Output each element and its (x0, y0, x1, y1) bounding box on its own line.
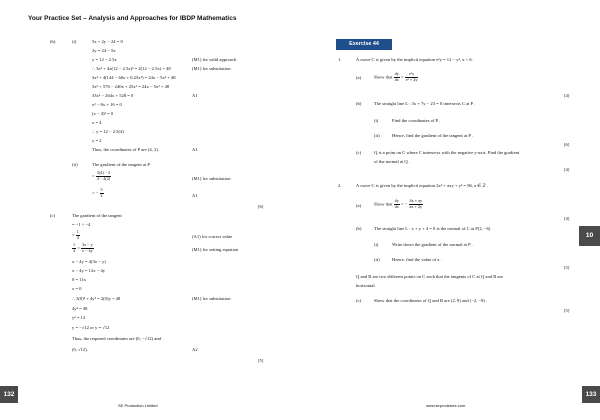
exercise-badge: Exercise 44 (336, 39, 392, 50)
mark-note: (M1) for setting equation (192, 247, 239, 252)
equals-sign: = (92, 173, 95, 179)
mark-note: A1 (192, 193, 198, 198)
subpart-label: (c) (356, 150, 362, 155)
mark-note: (A1) for correct value (192, 234, 233, 239)
fraction (96, 171, 112, 182)
fraction-numerator: dy (394, 198, 399, 203)
solution-fraction-line (72, 243, 94, 254)
mark-note: A2 (192, 347, 198, 352)
fraction-numerator: dy (394, 71, 399, 76)
solution-line: Thus, the coordinates of P are (4, 2). (92, 147, 159, 152)
page-header-title: Your Practice Set – Analysis and Approaches for IBDP Mathematics (28, 15, 237, 22)
equals-minus: = − (401, 201, 408, 207)
fraction-denominator: 2 (100, 192, 103, 198)
solution-line: y = 2 (92, 138, 102, 143)
fraction (409, 199, 424, 210)
solution-line: 33x² − 264x + 528 = 0 (92, 93, 134, 98)
part-b-label: (b) (50, 39, 56, 44)
subpart-label: (i) (374, 118, 379, 123)
fraction (405, 72, 419, 83)
solution-fraction-line (92, 188, 104, 199)
question-text: Write down the gradient of the normal at P . (392, 242, 473, 247)
total-marks: [4] (564, 216, 570, 221)
solution-line: y² = 12 (72, 315, 86, 320)
solution-line: = −1 ÷ −4 (72, 222, 91, 227)
solution-line: 5x + 2y − 24 = 0 (92, 39, 123, 44)
total-marks: [5] (564, 308, 570, 313)
part-b-i-label: (i) (72, 39, 77, 44)
part-b-ii-label: (ii) (72, 162, 78, 167)
show-that-text: Show that (374, 74, 393, 80)
fraction-denominator: 4 (73, 247, 76, 253)
fraction-numerator: 1 (76, 229, 79, 234)
derivative-fraction (394, 199, 400, 210)
question-text: Hence, find the gradient of the tangent at P . (392, 133, 474, 138)
fraction-numerator: 1 (73, 242, 76, 247)
equals-minus: = − (92, 190, 99, 196)
solution-line: ∴ 3x² + 4x(12 − 2.5x)² = 2(12 − 2.5x) + 48 (92, 66, 171, 71)
fraction-numerator: 3x − y (82, 242, 93, 247)
mark-note: A1 (192, 93, 198, 98)
question-text: Show that the coordinates of Q and R are (2, 8) and (−2, −8) . (374, 298, 488, 303)
fraction-denominator: dx (394, 203, 399, 209)
solution-line: ∴ y = 12 − 2.5(4) (92, 129, 124, 134)
question-text: Q and R are two different points on C such that the tangents of C at Q and R are (356, 274, 504, 279)
chapter-tab: 10 (579, 226, 600, 246)
solution-line: x = 4 (92, 120, 102, 125)
solution-line: 0 = 11x (72, 277, 86, 282)
mark-note: (M1) for substitution (192, 66, 231, 71)
show-that-line (374, 72, 418, 83)
part-c-label: (c) (50, 213, 56, 218)
solution-line: 4y² = 48 (72, 306, 88, 311)
solution-line: x − 4y = 12x − 4y (72, 268, 106, 273)
question-number: 1. (338, 57, 342, 62)
fraction-denominator: x − 4y (82, 247, 93, 253)
fraction-numerator: 3(4) − 2 (96, 170, 111, 175)
fraction (100, 188, 104, 199)
solution-line: (0, √12). (72, 347, 88, 352)
subpart-label: (i) (374, 242, 379, 247)
publisher-website: www.seprodstore.com (426, 403, 466, 408)
subpart-label: (ii) (374, 257, 380, 262)
question-text: horizontal. (356, 283, 376, 288)
solution-line: ∴ 3(0)² + 4y² = 2(0)y + 48 (72, 296, 121, 301)
mark-note: (M1) for substitution (192, 296, 231, 301)
solution-line: x² − 8x + 16 = 0 (92, 102, 122, 107)
total-marks: [5] (564, 265, 570, 270)
solution-line: The gradient of the tangent (72, 213, 122, 218)
solution-line: Thus, the required coordinates are (0, −√12) and (72, 336, 161, 341)
fraction-denominator: ax + 2y (409, 203, 423, 209)
subpart-label: (a) (356, 203, 362, 208)
solution-line: (x − 4)² = 0 (92, 111, 114, 116)
solution-line: 3x² + 4(144 − 60x + 6.25x²) = 24x − 5x² + 48 (92, 75, 176, 80)
question-number: 2. (338, 183, 342, 188)
publisher-name: SE Production Limited (118, 403, 158, 408)
question-text: The straight line L : x + y + 4 = 0 is the normal of C at P(2, −6) . (374, 226, 493, 231)
subpart-label: (a) (356, 75, 362, 80)
solution-line: y = −√12 or y = √12 (72, 325, 110, 330)
question-text: Find the coordinates of P . (392, 118, 441, 123)
mark-note: (M1) for valid approach (192, 57, 237, 62)
solution-line: The gradient of the tangent at P (92, 162, 150, 167)
question-text: A curve C is given by the implicit equation eˣy = 12 − y², x < 6. (356, 57, 473, 62)
subpart-label: (ii) (374, 133, 380, 138)
question-text: Hence, find the value of a . (392, 257, 442, 262)
total-marks: [5] (258, 358, 264, 363)
solution-fraction-line (92, 171, 111, 182)
solution-line: 2y = 24 − 5x (92, 48, 116, 53)
total-marks: [4] (564, 167, 570, 172)
solution-line: 3x² + 576 − 240x + 25x² = 24x − 5x² + 48 (92, 84, 170, 89)
fraction-numerator: 4x + ay (409, 198, 423, 203)
derivative-fraction (394, 72, 400, 83)
fraction-denominator: dx (394, 76, 399, 82)
question-text: of the normal at Q . (374, 159, 410, 164)
total-marks: [4] (564, 93, 570, 98)
fraction-denominator: eˣ + 2y (405, 76, 418, 82)
total-marks: [6] (258, 204, 264, 209)
question-text: Q is a point on C where C intersects with the negative y-axis. Find the gradient (374, 150, 520, 155)
fraction-denominator: 4 − 4(2) (96, 175, 111, 181)
fraction (72, 243, 76, 254)
solution-line: x = 0 (72, 286, 82, 291)
solution-line: x − 4y = 4(3x − y) (72, 259, 106, 264)
solution-fraction-line: = $\frac{1}{4}$ (72, 229, 79, 240)
question-text: A curve C is given by the implicit equation 2x² + axy + y² = 96, a ∈ ℤ . (356, 183, 489, 188)
fraction-numerator: 5 (100, 187, 103, 192)
total-marks: [6] (564, 142, 570, 147)
page-number-right: 133 (582, 386, 600, 403)
subpart-label: (c) (356, 298, 362, 303)
question-text: The straight line L : 3x + 7y − 23 = 0 intersects C at P . (374, 101, 476, 106)
subpart-label: (b) (356, 101, 362, 106)
fraction (76, 230, 80, 241)
show-that-text: Show that (374, 201, 393, 207)
solution-line: y = 12 − 2.5x (92, 57, 117, 62)
fraction-numerator: eˣy (405, 72, 419, 78)
mark-note: (M1) for substitution (192, 176, 231, 181)
equals-sign: = (77, 245, 80, 251)
equals-sign: = (401, 74, 404, 80)
fraction-denominator: 4 (76, 234, 79, 240)
mark-note: A1 (192, 147, 198, 152)
fraction (81, 243, 94, 254)
subpart-label: (b) (356, 226, 362, 231)
page-number-left: 132 (0, 386, 18, 403)
show-that-line (374, 199, 423, 210)
